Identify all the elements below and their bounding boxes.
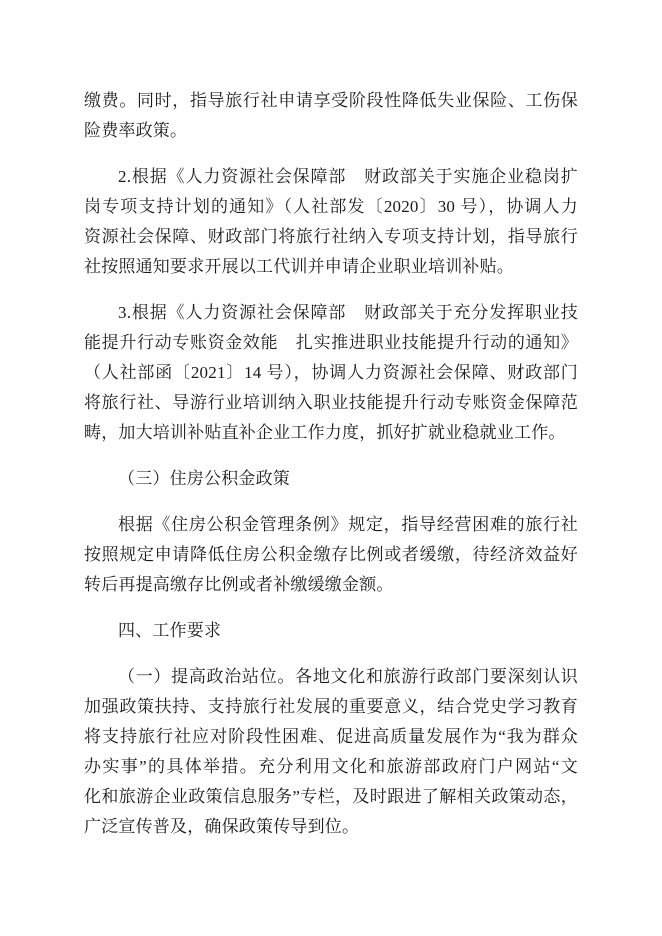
text-line: 办实事”的具体举措。充分利用文化和旅游部政府门户网站“文 — [84, 757, 578, 776]
text-line: 转后再提高缴存比例或者补缴缓缴金额。 — [84, 575, 394, 594]
text-line: 畴，加大培训补贴直补企业工作力度，抓好扩就业稳就业工作。 — [84, 423, 566, 442]
text-line: 社按照通知要求开展以工代训并申请企业职业培训补贴。 — [84, 257, 514, 276]
paragraph-item-3 — [84, 298, 578, 448]
text-line: 加强政策扶持、支持旅行社发展的重要意义，结合党史学习教育 — [84, 697, 578, 716]
text-line: 岗专项支持计划的通知》（人社部发〔2020〕30 号），协调人力 — [84, 197, 578, 216]
paragraph-insurance-policy — [84, 86, 578, 146]
heading-line: 四、工作要求 — [118, 621, 222, 640]
text-line: 根据《住房公积金管理条例》规定，指导经营困难的旅行社 — [118, 515, 578, 534]
text-line: 将旅行社、导游行业培训纳入职业技能提升行动专账资金保障范 — [84, 393, 578, 412]
text-line: （一）提高政治站位。各地文化和旅游行政部门要深刻认识 — [118, 667, 578, 686]
text-line: （人社部函〔2021〕14 号），协调人力资源社会保障、财政部门 — [84, 363, 578, 382]
section-heading-housing-fund — [84, 464, 578, 494]
section-heading-work-requirements — [84, 616, 578, 646]
text-line: 3.根据《人力资源社会保障部 财政部关于充分发挥职业技 — [118, 303, 578, 322]
text-line: 按照规定申请降低住房公积金缴存比例或者缓缴，待经济效益好 — [84, 545, 578, 564]
text-line: 将支持旅行社应对阶段性困难、促进高质量发展作为“我为群众 — [84, 727, 578, 746]
paragraph-item-2 — [84, 162, 578, 282]
text-line: 广泛宣传普及，确保政策传导到位。 — [84, 817, 360, 836]
text-line: 能提升行动专账资金效能 扎实推进职业技能提升行动的通知》 — [84, 333, 578, 352]
text-line: 缴费。同时，指导旅行社申请享受阶段性降低失业保险、工伤保 — [84, 91, 578, 110]
paragraph-political-positioning — [84, 662, 578, 842]
heading-line: （三）住房公积金政策 — [118, 469, 290, 488]
paragraph-housing-fund — [84, 510, 578, 600]
text-line: 险费率政策。 — [84, 121, 188, 140]
text-line: 资源社会保障、财政部门将旅行社纳入专项支持计划，指导旅行 — [84, 227, 578, 246]
text-line: 化和旅游企业政策信息服务”专栏，及时跟进了解相关政策动态， — [84, 787, 578, 806]
text-line: 2.根据《人力资源社会保障部 财政部关于实施企业稳岗扩 — [118, 167, 578, 186]
